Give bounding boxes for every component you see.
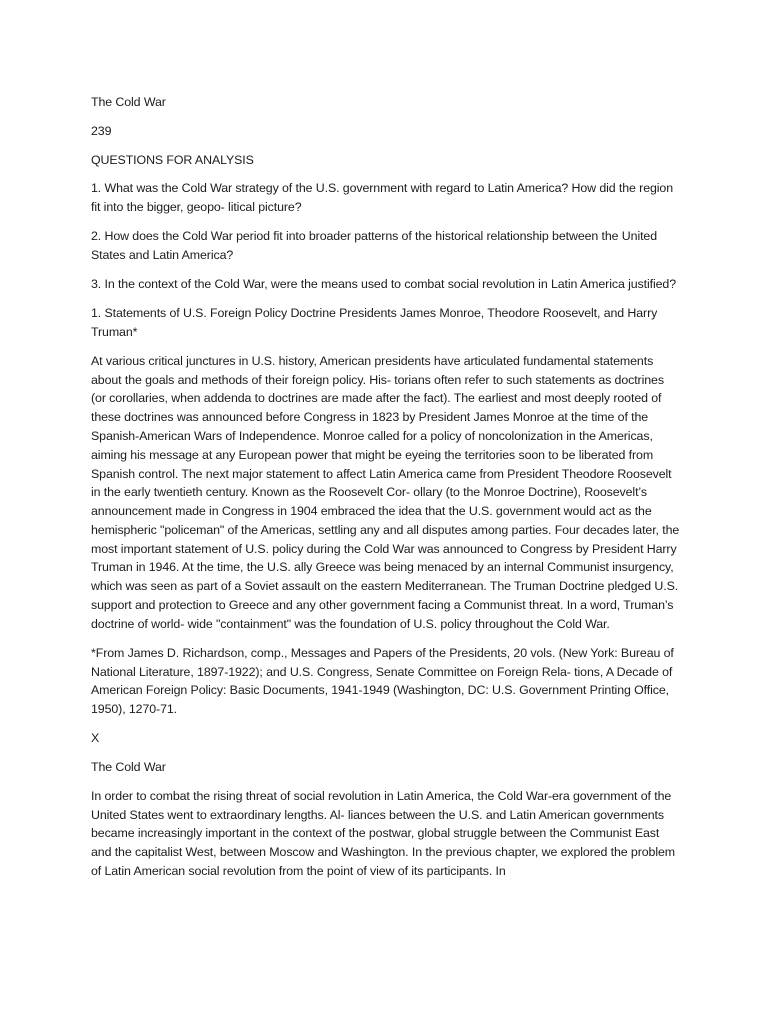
running-title-2: The Cold War: [91, 760, 166, 775]
question-1: 1. What was the Cold War strategy of the U.S. government with regard to Latin America? How did the region fit into the bigger, geopo- litical picture?: [91, 181, 674, 215]
page-number: 239: [91, 123, 112, 138]
running-title: The Cold War: [91, 95, 166, 109]
chapter-marker: X: [91, 731, 100, 746]
question-2: 2. How does the Cold War period fit into broader patterns of the historical relationship between the United States and Latin America?: [91, 229, 658, 262]
closing-paragraph: In order to combat the rising threat of social revolution in Latin America, the Cold War-era government of the United States went to extraordinary lengths. Al- liances between the U.S. and Latin American governments became increasingly important in the context of the postwar, global struggle between the Communist East and the capitalist West, between Moscow and Washington. In the previous chapter, we explored the problem of Latin American social revolution from the point of view of its participants. In: [91, 788, 675, 879]
document-page: [91, 93, 681, 891]
section-heading: QUESTIONS FOR ANALYSIS: [91, 152, 254, 167]
question-3: 3. In the context of the Cold War, were the means used to combat social revolution in Latin America justified?: [91, 276, 676, 291]
source-heading: 1. Statements of U.S. Foreign Policy Doctrine Presidents James Monroe, Theodore Roosevelt, and Harry Truman*: [91, 305, 658, 339]
footnote: *From James D. Richardson, comp., Messages and Papers of the Presidents, 20 vols. (New York: Bureau of National Literature, 1897-1922); and U.S. Congress, Senate Committee on Foreign Rela- tions, A Decade of American Foreign Policy: Basic Documents, 1941-1949 (Washington, DC: U.S. Government Printing Office, 1950), 1270-71.: [91, 645, 674, 717]
body-paragraph: At various critical junctures in U.S. history, American presidents have articulated fundamental statements about the goals and methods of their foreign policy. His- torians often refer to such statements as doctrines (or corollaries, when addenda to doctrines are made after the fact). The earliest and most deeply rooted of these doctrines was announced before Congress in 1823 by President James Monroe at the time of the Spanish-American Wars of Independence. Monroe called for a policy of noncolonization in the Americas, aiming his message at any European power that might be eyeing the territories soon to be liberated from Spanish control. The next major statement to affect Latin America came from President Theodore Roosevelt in the early twentieth century. Known as the Roosevelt Cor- ollary (to the Monroe Doctrine), Roosevelt’s announcement made in Congress in 1904 embraced the idea that the U.S. government would act as the hemispheric "policeman" of the Americas, settling any and all disputes among parties. Four decades later, the most important statement of U.S. policy during the Cold War was announced to Congress by President Harry Truman in 1946. At the time, the U.S. ally Greece was being menaced by an internal Communist insurgency, which was seen as part of a Soviet assault on the eastern Mediterranean. The Truman Doctrine pledged U.S. support and protection to Greece and any other government facing a Communist threat. In a word, Truman’s doctrine of world- wide "containment" was the foundation of U.S. policy throughout the Cold War.: [91, 353, 680, 631]
